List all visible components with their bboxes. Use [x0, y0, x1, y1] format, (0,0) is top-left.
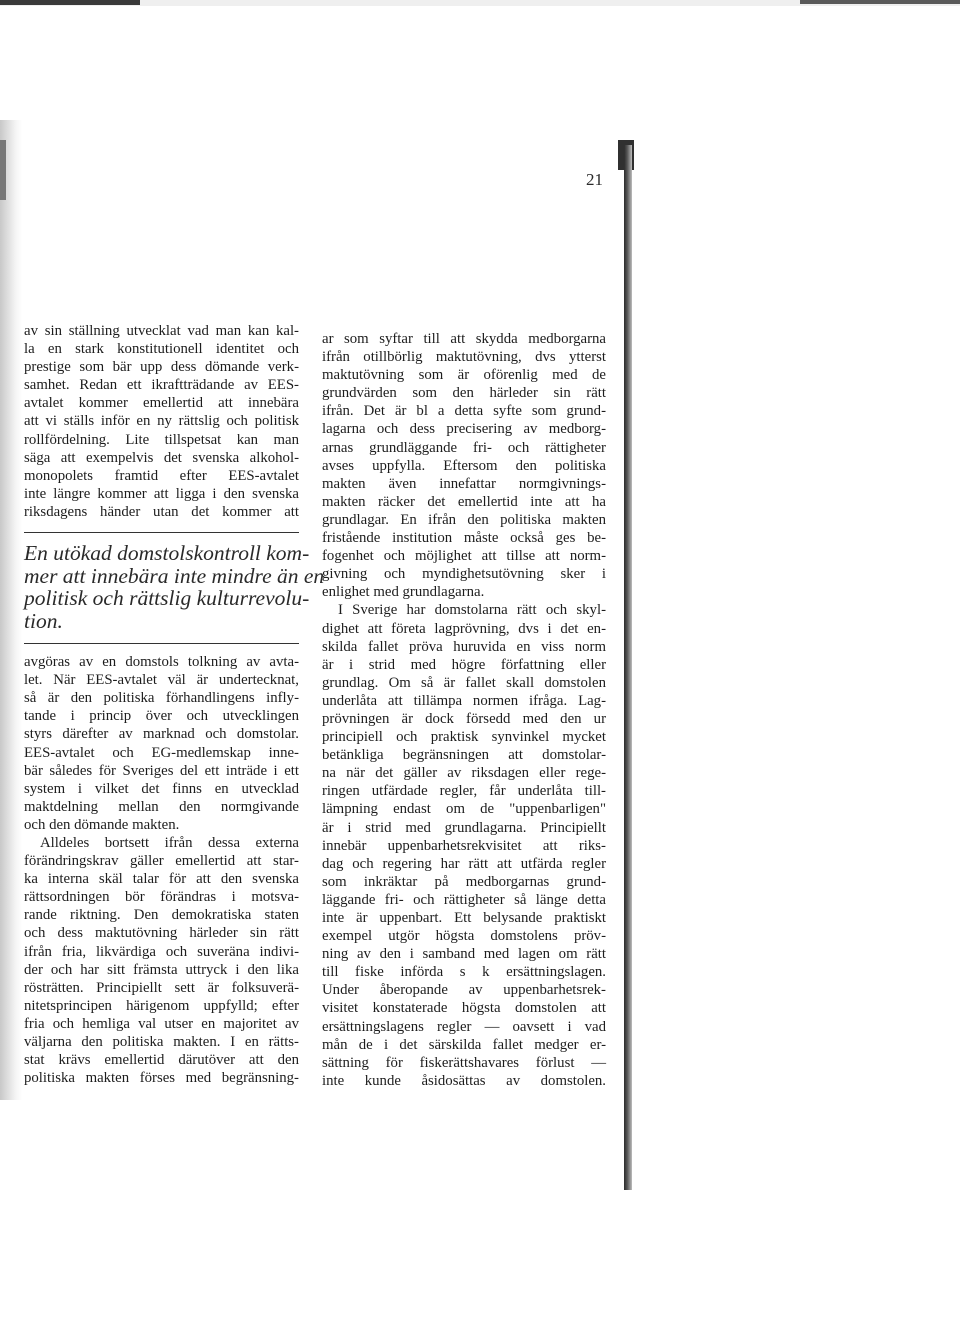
text-line: att vi ställs inför en ny rättslig och politisk [24, 413, 299, 430]
paragraph [24, 834, 299, 852]
text-line: fristående institution måste också ges be- [322, 530, 606, 547]
paragraph [322, 330, 606, 601]
text-line: lämpning endast om de "uppenbarligen" [322, 801, 606, 818]
text-line: visitet konstaterade högsta domstolen att [322, 1000, 606, 1017]
text-line: monopolets framtid efter EES-avtalet [24, 467, 299, 484]
text-line: la en stark konstitutionell identitet och [24, 341, 299, 358]
text-line: mån de i det särskilda fallet medger er- [322, 1036, 606, 1053]
text-line: är i strid med högre författning eller [322, 656, 606, 673]
paragraph [322, 601, 606, 619]
text-line: na när det gäller av riksdagen eller rege- [322, 765, 606, 782]
text-line: grundvärden som den härleder sin rätt [322, 385, 606, 402]
paragraph-continued [24, 852, 299, 1087]
pull-quote-rule-bottom [24, 643, 299, 644]
text-line: skilda fallet pröva huruvida en viss norm [322, 638, 606, 655]
text-line: så är den politiska förhandlingens infly- [24, 690, 299, 707]
text-line: fria och hemliga val utser en majoritet av [24, 1015, 299, 1032]
text-line: maktdelning mellan den normgivande [24, 798, 299, 815]
text-line: nitetsprincipen härigenom uppfylld; efter [24, 997, 299, 1014]
text-line: rande riktning. Den demokratiska staten [24, 907, 299, 924]
text-line: inte längre kommer att ligga i den svenska [24, 485, 299, 502]
text-line: grundlagar. En ifrån den politiska makten [322, 511, 606, 528]
text-line: tande i princip över och utvecklingen [24, 708, 299, 725]
text-line: som inkräktar på medborgarnas grund- [322, 873, 606, 890]
text-line: ersättningslagens regler — oavsett i vad [322, 1018, 606, 1035]
text-line: stat krävs emellertid därutöver att den [24, 1052, 299, 1069]
text-line: dag och regering har rätt att utfärda regler [322, 855, 606, 872]
text-line: rösträtten. Principiellt sett är folksuverä- [24, 979, 299, 996]
text-line: innebär uppenbarhetsrekvisitet att riks- [322, 837, 606, 854]
scan-mark-top-right [800, 0, 960, 4]
text-line: prestige som bär upp dess dömande verk- [24, 359, 299, 376]
text-line: säga att exempelvis det svenska alkohol- [24, 449, 299, 466]
text-line: system i vilket det finns en utvecklad [24, 780, 299, 797]
text-line: ringen utfärdade regler, får underlåta till- [322, 783, 606, 800]
text-line: är i strid med grundlagarna. Principiellt [322, 819, 606, 836]
book-spine-shadow [0, 120, 22, 1100]
paragraph [24, 653, 299, 834]
text-line: läggande fri- och rättigheter så länge detta [322, 891, 606, 908]
text-line: exempel utgör högsta domstolens pröv- [322, 928, 606, 945]
paragraph [24, 322, 299, 521]
text-line: ifrån. Det är bl a detta syfte som grund- [322, 403, 606, 420]
page-right-edge [624, 145, 632, 1190]
text-line: let. När EES-avtalet väl är undertecknat, [24, 672, 299, 689]
text-line: Alldeles bortsett ifrån dessa externa [40, 834, 299, 851]
text-line: förändringskrav gäller emellertid att star- [24, 853, 299, 870]
scan-mark-top-left [0, 0, 140, 5]
page-number: 21 [586, 170, 603, 189]
text-line: riksdagens händer utan det kommer att [24, 503, 299, 520]
text-line: maktutövning som är oförenlig med de [322, 367, 606, 384]
text-line: ifrån fria, likvärdiga och suveräna indivi- [24, 943, 299, 960]
text-line: avtalet kommer emellertid att innebära [24, 395, 299, 412]
paragraph-continued [322, 620, 606, 1090]
text-line: politiska makten förses med begränsning- [24, 1070, 299, 1087]
pull-quote [24, 541, 325, 633]
text-line: ar som syftar till att skydda medborgarna [322, 331, 606, 347]
text-line: makten räcker det emellertid inte att ha [322, 493, 606, 510]
text-line: inte är uppenbart. Ett belysande praktiskt [322, 910, 606, 926]
left-column [24, 322, 325, 1087]
book-spine-mark [0, 140, 6, 200]
text-line: ning av den i samband med lagen om rätt [322, 946, 606, 963]
pull-quote-rule-top [24, 532, 299, 533]
text-line: samhet. Redan ett ikraftträdande av EES- [24, 377, 299, 394]
text-line: givning och myndighetsutövning sker i [322, 566, 606, 583]
text-line: underlåta att tillämpa normen ifråga. Lag- [322, 692, 606, 709]
text-line: bär således för Sveriges del ett inträde i ett [24, 762, 299, 779]
text-line: sättning för fiskerättshavares förlust — [322, 1054, 606, 1071]
text-line: dighet att företa lagprövning, dvs i det en- [322, 620, 606, 637]
text-line: till fiske införda s k ersättningslagen. [322, 964, 606, 981]
right-column [322, 330, 606, 1090]
text-line: fogenhet och möjlighet att tillse att norm- [322, 548, 606, 565]
text-line: avgöras av en domstols tolkning av avta- [24, 654, 299, 671]
text-line: Under åberopande av uppenbarhetsrek- [322, 982, 606, 999]
text-line: der och har sitt främsta uttryck i den lika [24, 961, 299, 978]
pull-quote-line: En utökad domstolskontroll kom- [24, 541, 310, 566]
text-line: betänkliga begränsningen att domstolar- [322, 747, 606, 764]
pull-quote-line: tion. [24, 608, 63, 633]
text-line: och dess maktutövning härleder sin rätt [24, 925, 299, 942]
text-line: väljarna den politiska makten. I en rätts- [24, 1034, 299, 1050]
text-line: arnas grundläggande fri- och rättigheter [322, 439, 606, 456]
text-line: rättsordningen bör förändras i motsva- [24, 889, 299, 906]
text-line: enlighet med grundlagarna. [322, 584, 485, 601]
pull-quote-line: mer att innebära inte mindre än en [24, 563, 325, 588]
text-line: avses uppfylla. Eftersom den politiska [322, 457, 606, 474]
text-line: EES-avtalet och EG-medlemskap inne- [24, 744, 299, 761]
text-line: grundlag. Om så är fallet skall domstolen [322, 674, 606, 691]
text-line: ifrån otillbörlig maktutövning, dvs ytterst [322, 349, 606, 366]
text-line: I Sverige har domstolarna rätt och skyl- [338, 602, 606, 619]
text-line: inte kunde åsidosättas av domstolen. [322, 1072, 606, 1089]
text-line: lagarna och dess precisering av medborg- [322, 421, 606, 438]
pull-quote-line: politisk och rättslig kulturrevolu- [24, 586, 310, 611]
text-line: rollfördelning. Lite tillspetsat kan man [24, 431, 299, 448]
text-line: och den dömande makten. [24, 816, 180, 833]
text-line: ka interna skäl talar för att den svenska [24, 871, 299, 888]
text-line: makten även innefattar normgivnings- [322, 475, 606, 492]
text-line: prövningen är dock försedd med den ur [322, 710, 606, 727]
text-line: av sin ställning utvecklat vad man kan kal- [24, 323, 299, 339]
text-line: styrs därefter av marknad och domstolar. [24, 726, 299, 743]
text-line: principiell och praktisk synvinkel mycket [322, 729, 606, 746]
